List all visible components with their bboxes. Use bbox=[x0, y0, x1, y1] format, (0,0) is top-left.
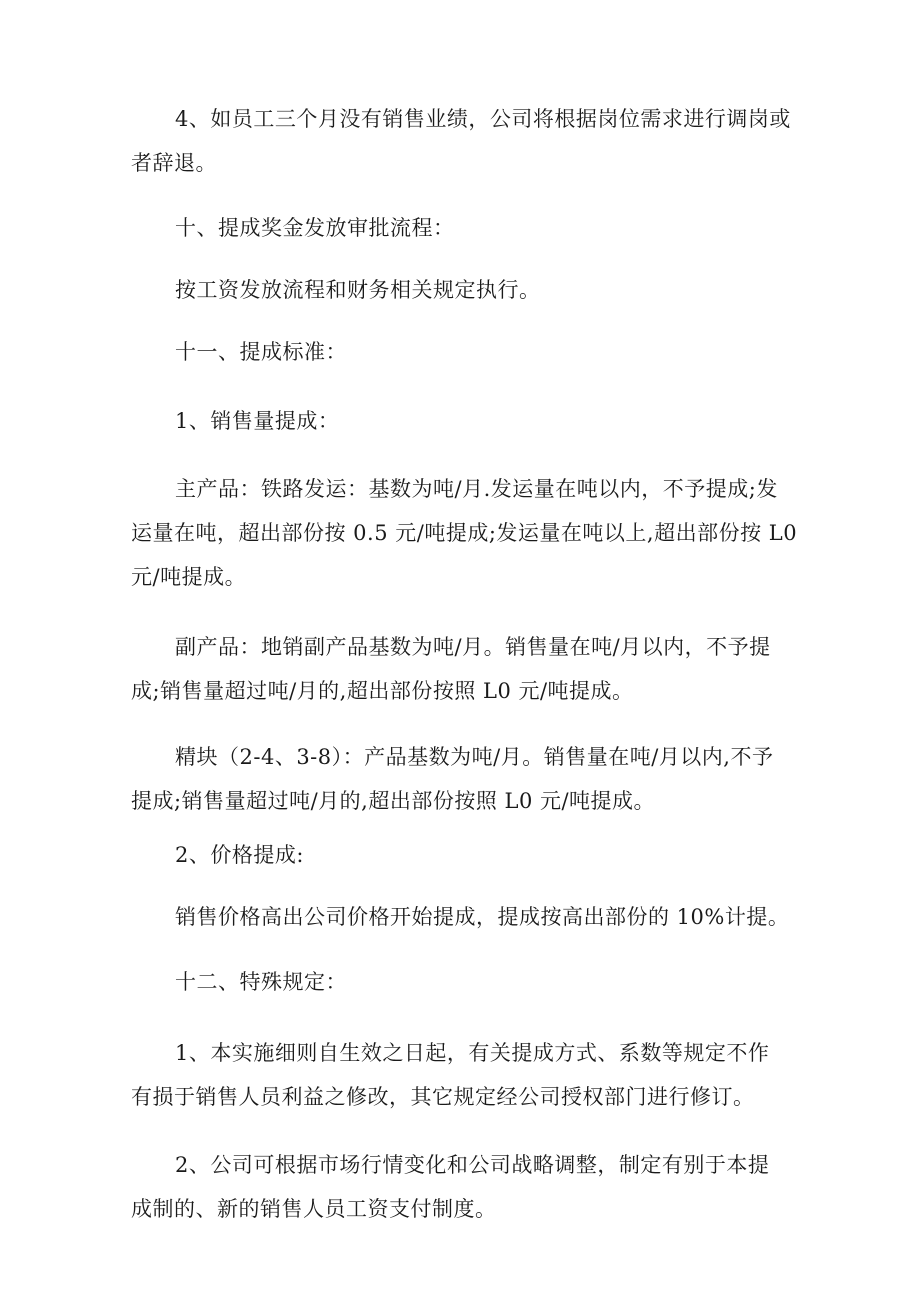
heading-section-11 bbox=[131, 330, 801, 374]
subheading-price-commission bbox=[131, 833, 801, 877]
paragraph-fine-lumps bbox=[131, 735, 801, 823]
text-line: 有损于销售人员利益之修改，其它规定经公司授权部门进行修订。 bbox=[131, 1085, 755, 1109]
text-line: 者辞退。 bbox=[131, 151, 217, 175]
paragraph-main-product bbox=[131, 467, 801, 599]
text-line: 主产品：铁路发运：基数为吨/月.发运量在吨以内，不予提成;发 bbox=[175, 477, 778, 501]
text-line: 1、销售量提成： bbox=[175, 409, 340, 433]
text-line: 元/吨提成。 bbox=[131, 565, 247, 589]
text-line: 按工资发放流程和财务相关规定执行。 bbox=[175, 278, 541, 302]
paragraph-special-rule-1 bbox=[131, 1031, 801, 1119]
text-line: 提成;销售量超过吨/月的,超出部份按照 L0 元/吨提成。 bbox=[131, 789, 656, 813]
text-line: 副产品：地销副产品基数为吨/月。销售量在吨/月以内，不予提 bbox=[175, 635, 771, 659]
heading-section-10 bbox=[131, 206, 801, 250]
paragraph-employee-no-sales bbox=[131, 97, 801, 185]
text-line: 1、本实施细则自生效之日起，有关提成方式、系数等规定不作 bbox=[175, 1041, 770, 1065]
subheading-sales-volume bbox=[131, 399, 801, 443]
paragraph-special-rule-2 bbox=[131, 1143, 801, 1231]
text-line: 十二、特殊规定： bbox=[175, 970, 347, 994]
text-line: 十、提成奖金发放审批流程： bbox=[175, 216, 455, 240]
heading-section-12 bbox=[131, 960, 801, 1004]
text-line: 2、价格提成: bbox=[175, 843, 304, 867]
text-line: 4、如员工三个月没有销售业绩，公司将根据岗位需求进行调岗或 bbox=[175, 107, 791, 131]
paragraph-payment-process bbox=[131, 268, 801, 312]
text-line: 销售价格高出公司价格开始提成，提成按高出部份的 10%计提。 bbox=[175, 905, 790, 929]
paragraph-price-commission bbox=[131, 895, 801, 939]
text-line: 2、公司可根据市场行情变化和公司战略调整，制定有别于本提 bbox=[175, 1153, 770, 1177]
text-line: 成制的、新的销售人员工资支付制度。 bbox=[131, 1197, 497, 1221]
paragraph-by-product bbox=[131, 625, 801, 713]
text-line: 十一、提成标准： bbox=[175, 340, 347, 364]
text-line: 运量在吨，超出部份按 0.5 元/吨提成;发运量在吨以上,超出部份按 L0 bbox=[131, 521, 798, 545]
text-line: 成;销售量超过吨/月的,超出部份按照 L0 元/吨提成。 bbox=[131, 679, 634, 703]
text-line: 精块（2-4、3-8）：产品基数为吨/月。销售量在吨/月以内,不予 bbox=[175, 745, 774, 769]
